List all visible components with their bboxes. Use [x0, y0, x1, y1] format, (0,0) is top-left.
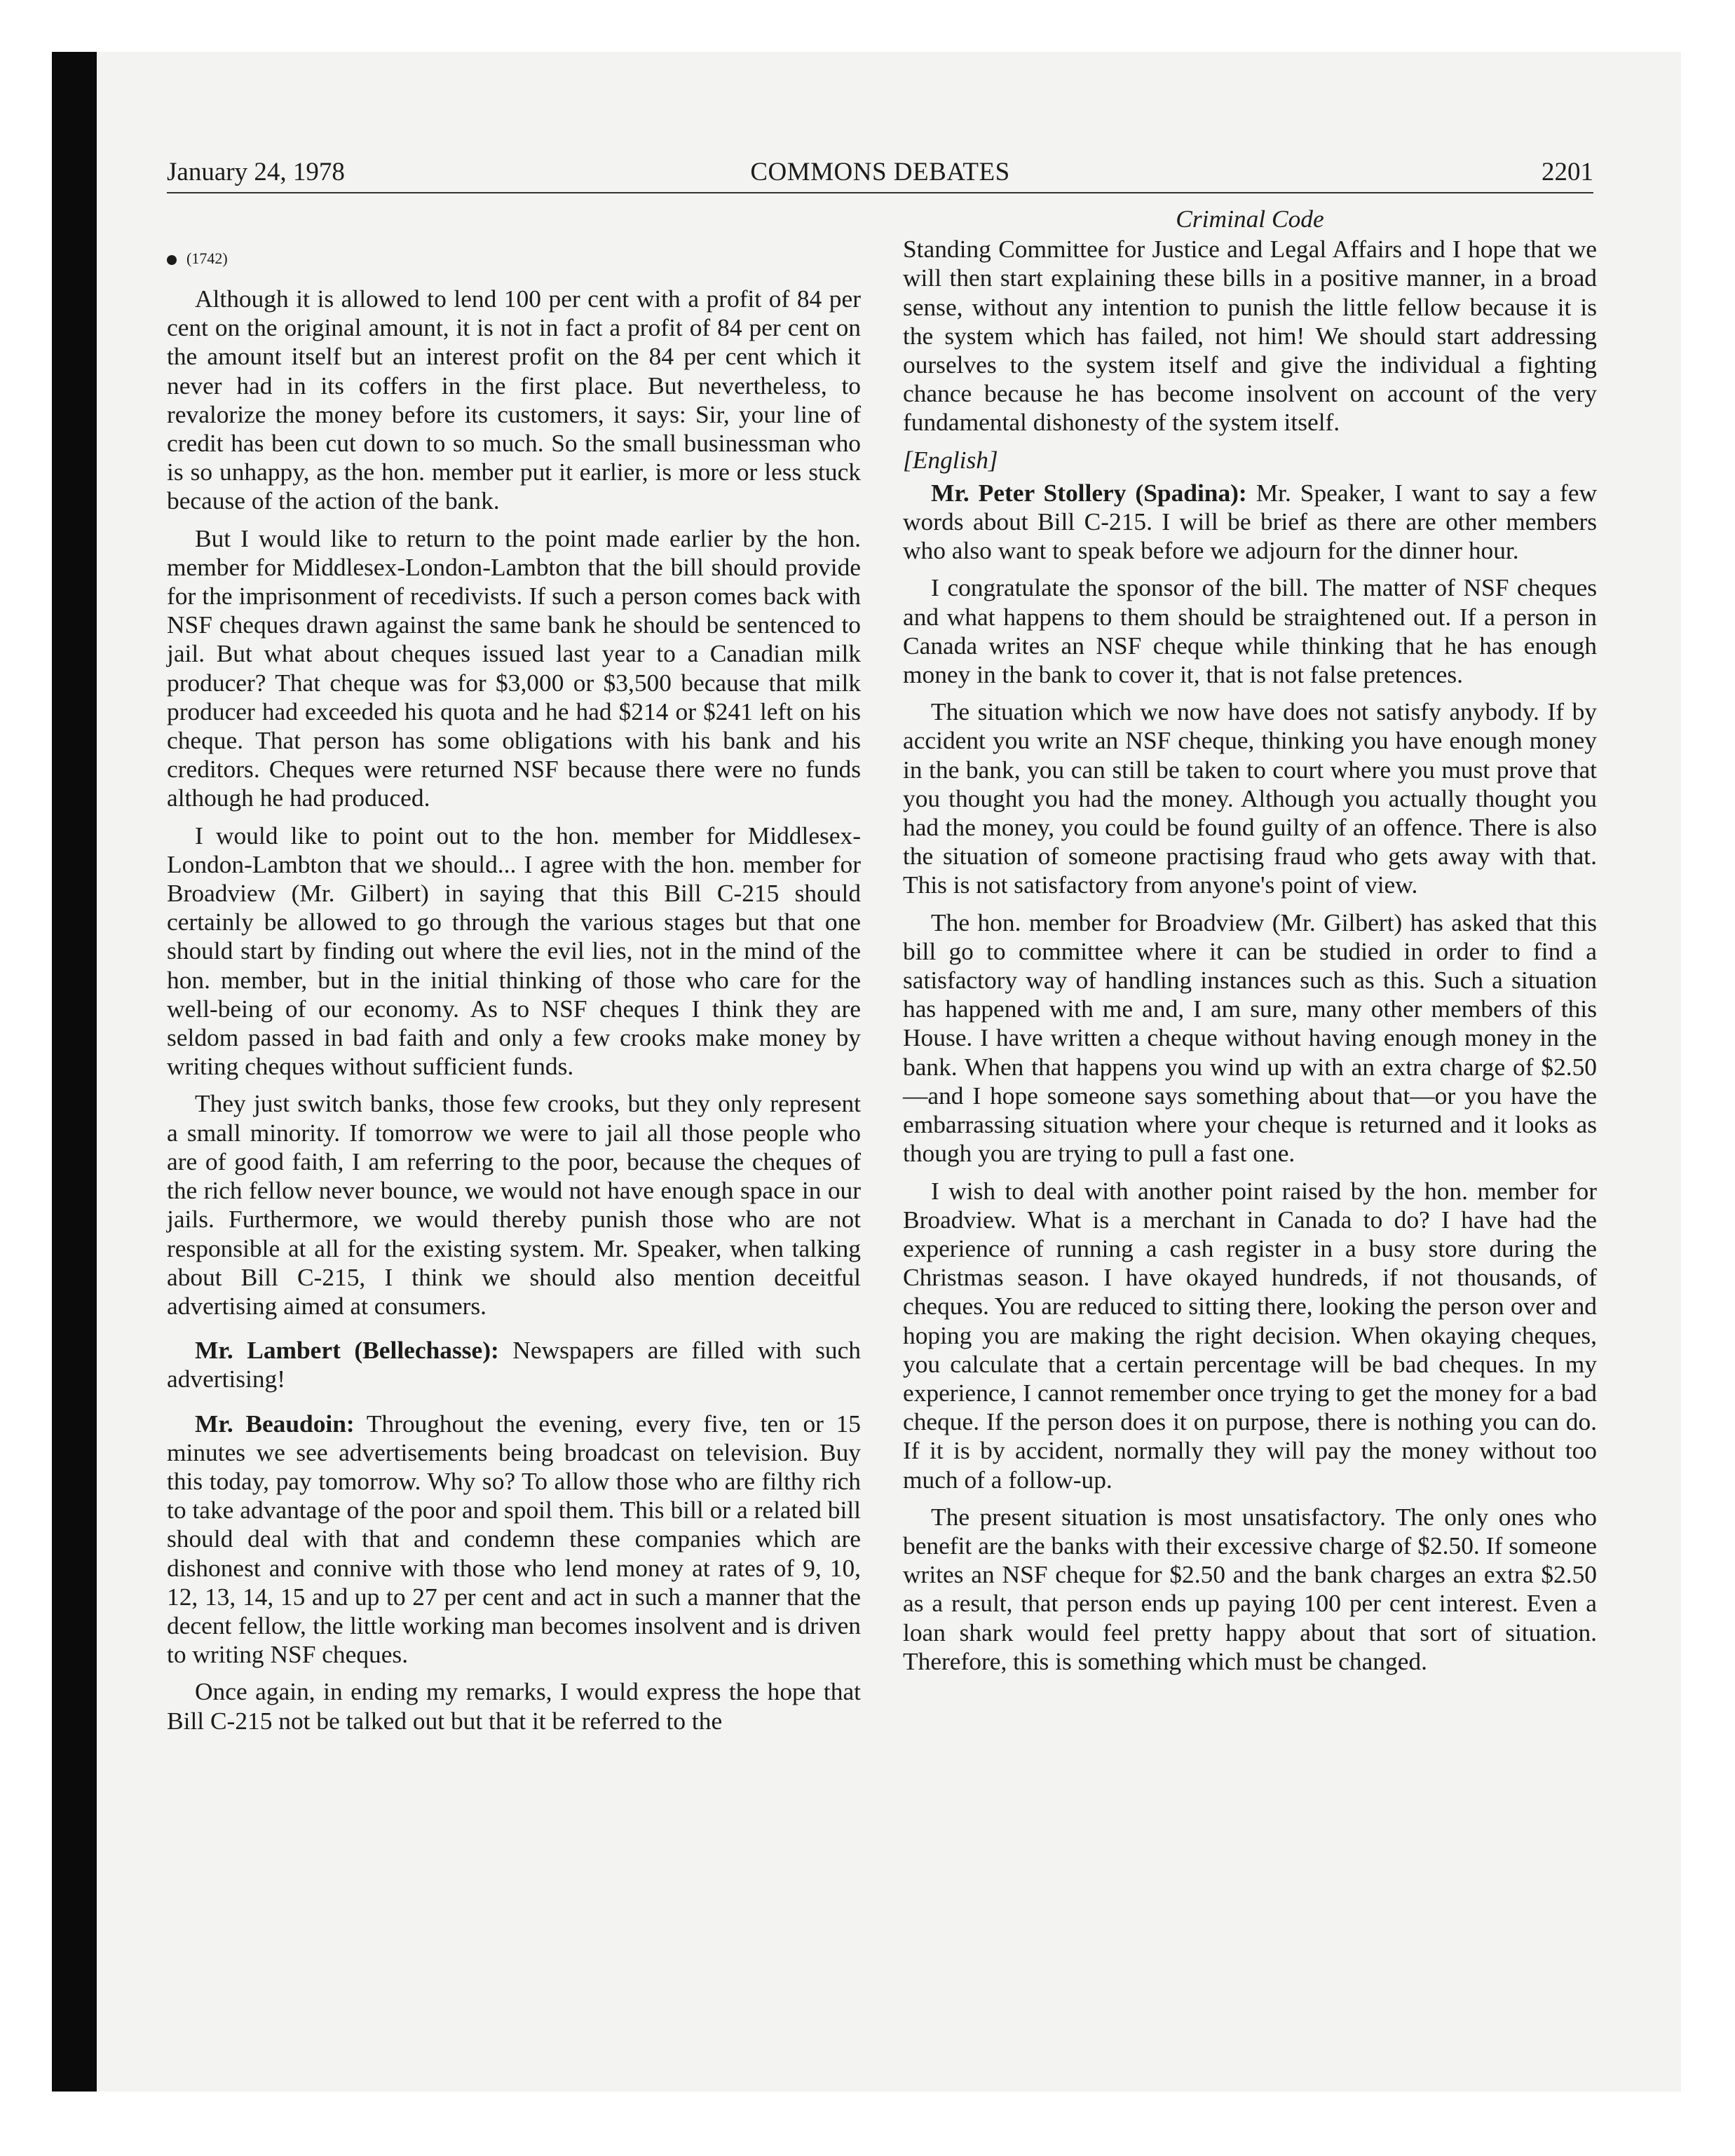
- speech-lambert: [167, 1336, 861, 1393]
- page-header: [167, 156, 1593, 193]
- speaker-name: Mr. Beaudoin:: [195, 1409, 355, 1438]
- paragraph: The present situation is most unsatisfactory. The only ones who benefit are the banks with their excessive charge of $2.50. If someone writes an NSF cheque for $2.50 and the bank charges an extra $2.50 as a result, that person ends up paying 100 per cent interest. Even a loan shark would feel pretty happy about that sort of situation. Therefore, this is something which must be changed.: [903, 1502, 1597, 1675]
- section-title: Criminal Code: [1176, 205, 1324, 233]
- paragraph: They just switch banks, those few crooks, but they only represent a small minority. If tomorrow we were to jail all those people who are of good faith, I am referring to the poor, because the cheques of the rich fellow never bounce, we would not have enough space in our jails. Furthermore, we would thereby punish those who are not responsible at all for the existing system. Mr. Speaker, when talking about Bill C-215, I think we should also mention deceitful advertising aimed at consumers.: [167, 1089, 861, 1320]
- paragraph: I would like to point out to the hon. member for Middlesex-London-Lambton that we should... I agree with the hon. member for Broadview (Mr. Gilbert) in saying that this Bill C-215 should certainly be allowed to go through the various stages but that one should start by finding out where the evil lies, not in the mind of the hon. member, but in the initial thinking of those who care for the well-being of our economy. As to NSF cheques I think they are seldom passed in bad faith and only a few crooks make money by writing cheques without sufficient funds.: [167, 821, 861, 1081]
- header-date: January 24, 1978: [167, 158, 345, 186]
- speech-text: Newspapers are filled with such advertising!: [167, 1336, 862, 1393]
- speech-stollery: [903, 479, 1597, 566]
- time-marker: [167, 247, 861, 271]
- publication-title: COMMONS DEBATES: [750, 158, 1010, 186]
- paragraph: Once again, in ending my remarks, I would express the hope that Bill C-215 not be talked out but that it be referred to the: [167, 1677, 861, 1735]
- speech-text: Throughout the evening, every five, ten or 15 minutes we see advertisements being broadcast on television. Buy this today, pay tomorrow. Why so? To allow those who are filthy rich to take advantage of the poor and spoil them. This bill or a related bill should deal with that and condemn these companies which are dishonest and connive with those who lend money at rates of 9, 10, 12, 13, 14, 15 and up to 27 per cent and act in such a manner that the decent fellow, the little working man becomes insolvent and is driven to writing NSF cheques.: [167, 1409, 861, 1669]
- speech-beaudoin: [167, 1410, 861, 1670]
- scan-edge-bar: [52, 52, 97, 2092]
- left-column: [167, 205, 861, 1744]
- speech-text: Mr. Speaker, I want to say a few words about Bill C-215. I will be brief as there are other members who also want to speak before we adjourn for the dinner hour.: [903, 478, 1598, 565]
- speaker-name: Mr. Peter Stollery (Spadina):: [931, 478, 1247, 507]
- paragraph: I congratulate the sponsor of the bill. The matter of NSF cheques and what happens to them should be straightened out. If a person in Canada writes an NSF cheque while thinking that he has enough money in the bank to cover it, that is not false pretences.: [903, 573, 1597, 689]
- language-tag: [English]: [903, 445, 998, 474]
- paragraph: Standing Committee for Justice and Legal Affairs and I hope that we will then start explaining these bills in a positive manner, in a broad sense, without any intention to punish the little fellow because it is the system which has failed, not him! We should start addressing ourselves to the system itself and give the individual a fighting chance because he has become insolvent on account of the very fundamental dishonesty of the system itself.: [903, 235, 1597, 437]
- time-marker-text: (1742): [186, 250, 228, 267]
- paragraph: The hon. member for Broadview (Mr. Gilbert) has asked that this bill go to committee where it can be studied in order to find a satisfactory way of handling instances such as this. Such a situation has happened with me and, I am sure, many other members of this House. I have written a cheque without having enough money in the bank. When that happens you wind up with an extra charge of $2.50—and I hope someone says something about that—or you have the embarrassing situation where your cheque is returned and it looks as though you are trying to pull a fast one.: [903, 908, 1597, 1168]
- page-number: 2201: [1542, 158, 1593, 186]
- paragraph: The situation which we now have does not satisfy anybody. If by accident you write an NSF cheque, thinking you have enough money in the bank, you can still be taken to court where you must prove that you thought you had the money. Although you actually thought you had the money, you could be found guilty of an offence. There is also the situation of someone practising fraud who gets away with that. This is not satisfactory from anyone's point of view.: [903, 697, 1597, 899]
- paragraph: Although it is allowed to lend 100 per cent with a profit of 84 per cent on the original amount, it is not in fact a profit of 84 per cent on the amount itself but an interest profit on the 84 per cent which it never had in its coffers in the first place. But nevertheless, to revalorize the money before its customers, it says: Sir, your line of credit has been cut down to so much. So the small businessman who is so unhappy, as the hon. member put it earlier, is more or less stuck because of the action of the bank.: [167, 285, 861, 515]
- paragraph: But I would like to return to the point made earlier by the hon. member for Middlesex-London-Lambton that the bill should provide for the imprisonment of recedivists. If such a person comes back with NSF cheques drawn against the same bank he should be sentenced to jail. But what about cheques issued last year to a Canadian milk producer? That cheque was for $3,000 or $3,500 because that milk producer had exceeded his quota and he had $214 or $241 left on his cheque. That person has some obligations with his bank and his creditors. Cheques were returned NSF because there were no funds although he had produced.: [167, 524, 861, 812]
- bullet-dot-icon: [167, 255, 177, 265]
- paragraph: I wish to deal with another point raised by the hon. member for Broadview. What is a merchant in Canada to do? I have had the experience of running a cash register in a busy store during the Christmas season. I have okayed hundreds, if not thousands, of cheques. You are reduced to sitting there, looking the person over and hoping you are making the right decision. When okaying cheques, you calculate that a certain percentage will be bad cheques. In my experience, I cannot remember once trying to get the money for a bad cheque. If the person does it on purpose, there is nothing you can do. If it is by accident, normally they will pay the money without too much of a follow-up.: [903, 1176, 1597, 1494]
- right-column: [903, 205, 1597, 1684]
- speaker-name: Mr. Lambert (Bellechasse):: [195, 1336, 499, 1365]
